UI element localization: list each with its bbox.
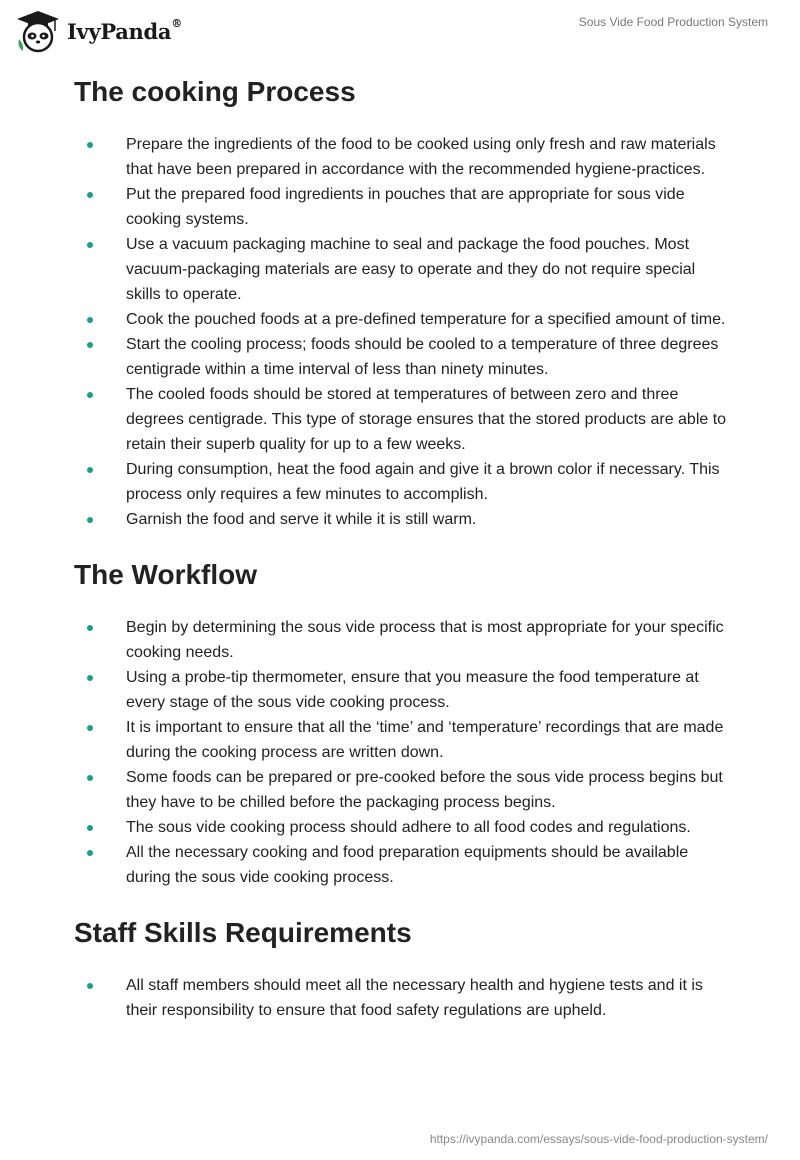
list-item: During consumption, heat the food again and give it a brown color if necessary. This process only requires a few minutes to accomplish.	[0, 457, 800, 507]
bullet-icon	[87, 242, 93, 248]
bullet-icon	[87, 467, 93, 473]
list-item: All the necessary cooking and food preparation equipments should be available during the sous vide cooking process.	[0, 840, 800, 890]
list-item: Use a vacuum packaging machine to seal and package the food pouches. Most vacuum-packaging materials are easy to operate and they do not require special skills to operate.	[0, 232, 800, 307]
bullet-list	[0, 132, 800, 532]
bullet-icon	[87, 675, 93, 681]
bullet-icon	[87, 983, 93, 989]
list-item: All staff members should meet all the necessary health and hygiene tests and it is their responsibility to ensure that food safety regulations are upheld.	[0, 973, 800, 1023]
list-item: Some foods can be prepared or pre-cooked before the sous vide process begins but they have to be chilled before the packaging process begins.	[0, 765, 800, 815]
list-item: Garnish the food and serve it while it is still warm.	[0, 507, 800, 532]
bullet-icon	[87, 825, 93, 831]
bullet-icon	[87, 850, 93, 856]
bullet-icon	[87, 142, 93, 148]
bullet-list	[0, 615, 800, 890]
bullet-icon	[87, 342, 93, 348]
list-item: Begin by determining the sous vide process that is most appropriate for your specific cooking needs.	[0, 615, 800, 665]
bullet-icon	[87, 517, 93, 523]
list-item: Cook the pouched foods at a pre-defined temperature for a specified amount of time.	[0, 307, 800, 332]
list-item: Using a probe-tip thermometer, ensure that you measure the food temperature at every stage of the sous vide cooking process.	[0, 665, 800, 715]
bullet-icon	[87, 392, 93, 398]
page-header	[0, 0, 800, 60]
bullet-icon	[87, 775, 93, 781]
ivypanda-logo[interactable]	[15, 9, 182, 53]
bullet-icon	[87, 192, 93, 198]
section-workflow	[0, 553, 800, 890]
bullet-list	[0, 973, 800, 1023]
section-heading: The Workflow	[74, 559, 258, 590]
bullet-icon	[87, 317, 93, 323]
brand-name: IvyPanda®	[67, 16, 182, 44]
article-body	[0, 70, 800, 1023]
list-item: Start the cooling process; foods should be cooled to a temperature of three degrees centigrade within a time interval of less than ninety minutes.	[0, 332, 800, 382]
bullet-icon	[87, 625, 93, 631]
section-cooking-process	[0, 70, 800, 532]
section-staff-skills	[0, 911, 800, 1023]
list-item: The cooled foods should be stored at temperatures of between zero and three degrees centigrade. This type of storage ensures that the stored products are able to retain their superb quality for up to a few weeks.	[0, 382, 800, 457]
section-heading: Staff Skills Requirements	[74, 917, 412, 948]
section-heading: The cooking Process	[74, 76, 356, 107]
list-item: It is important to ensure that all the ‘time’ and ‘temperature’ recordings that are made during the cooking process are written down.	[0, 715, 800, 765]
panda-graduate-icon	[15, 9, 61, 53]
list-item: Put the prepared food ingredients in pouches that are appropriate for sous vide cooking systems.	[0, 182, 800, 232]
list-item: Prepare the ingredients of the food to be cooked using only fresh and raw materials that have been prepared in accordance with the recommended hygiene-practices.	[0, 132, 800, 182]
source-url-link[interactable]: https://ivypanda.com/essays/sous-vide-food-production-system/	[429, 1132, 768, 1146]
document-title: Sous Vide Food Production System	[578, 15, 768, 29]
list-item: The sous vide cooking process should adhere to all food codes and regulations.	[0, 815, 800, 840]
bullet-icon	[87, 725, 93, 731]
